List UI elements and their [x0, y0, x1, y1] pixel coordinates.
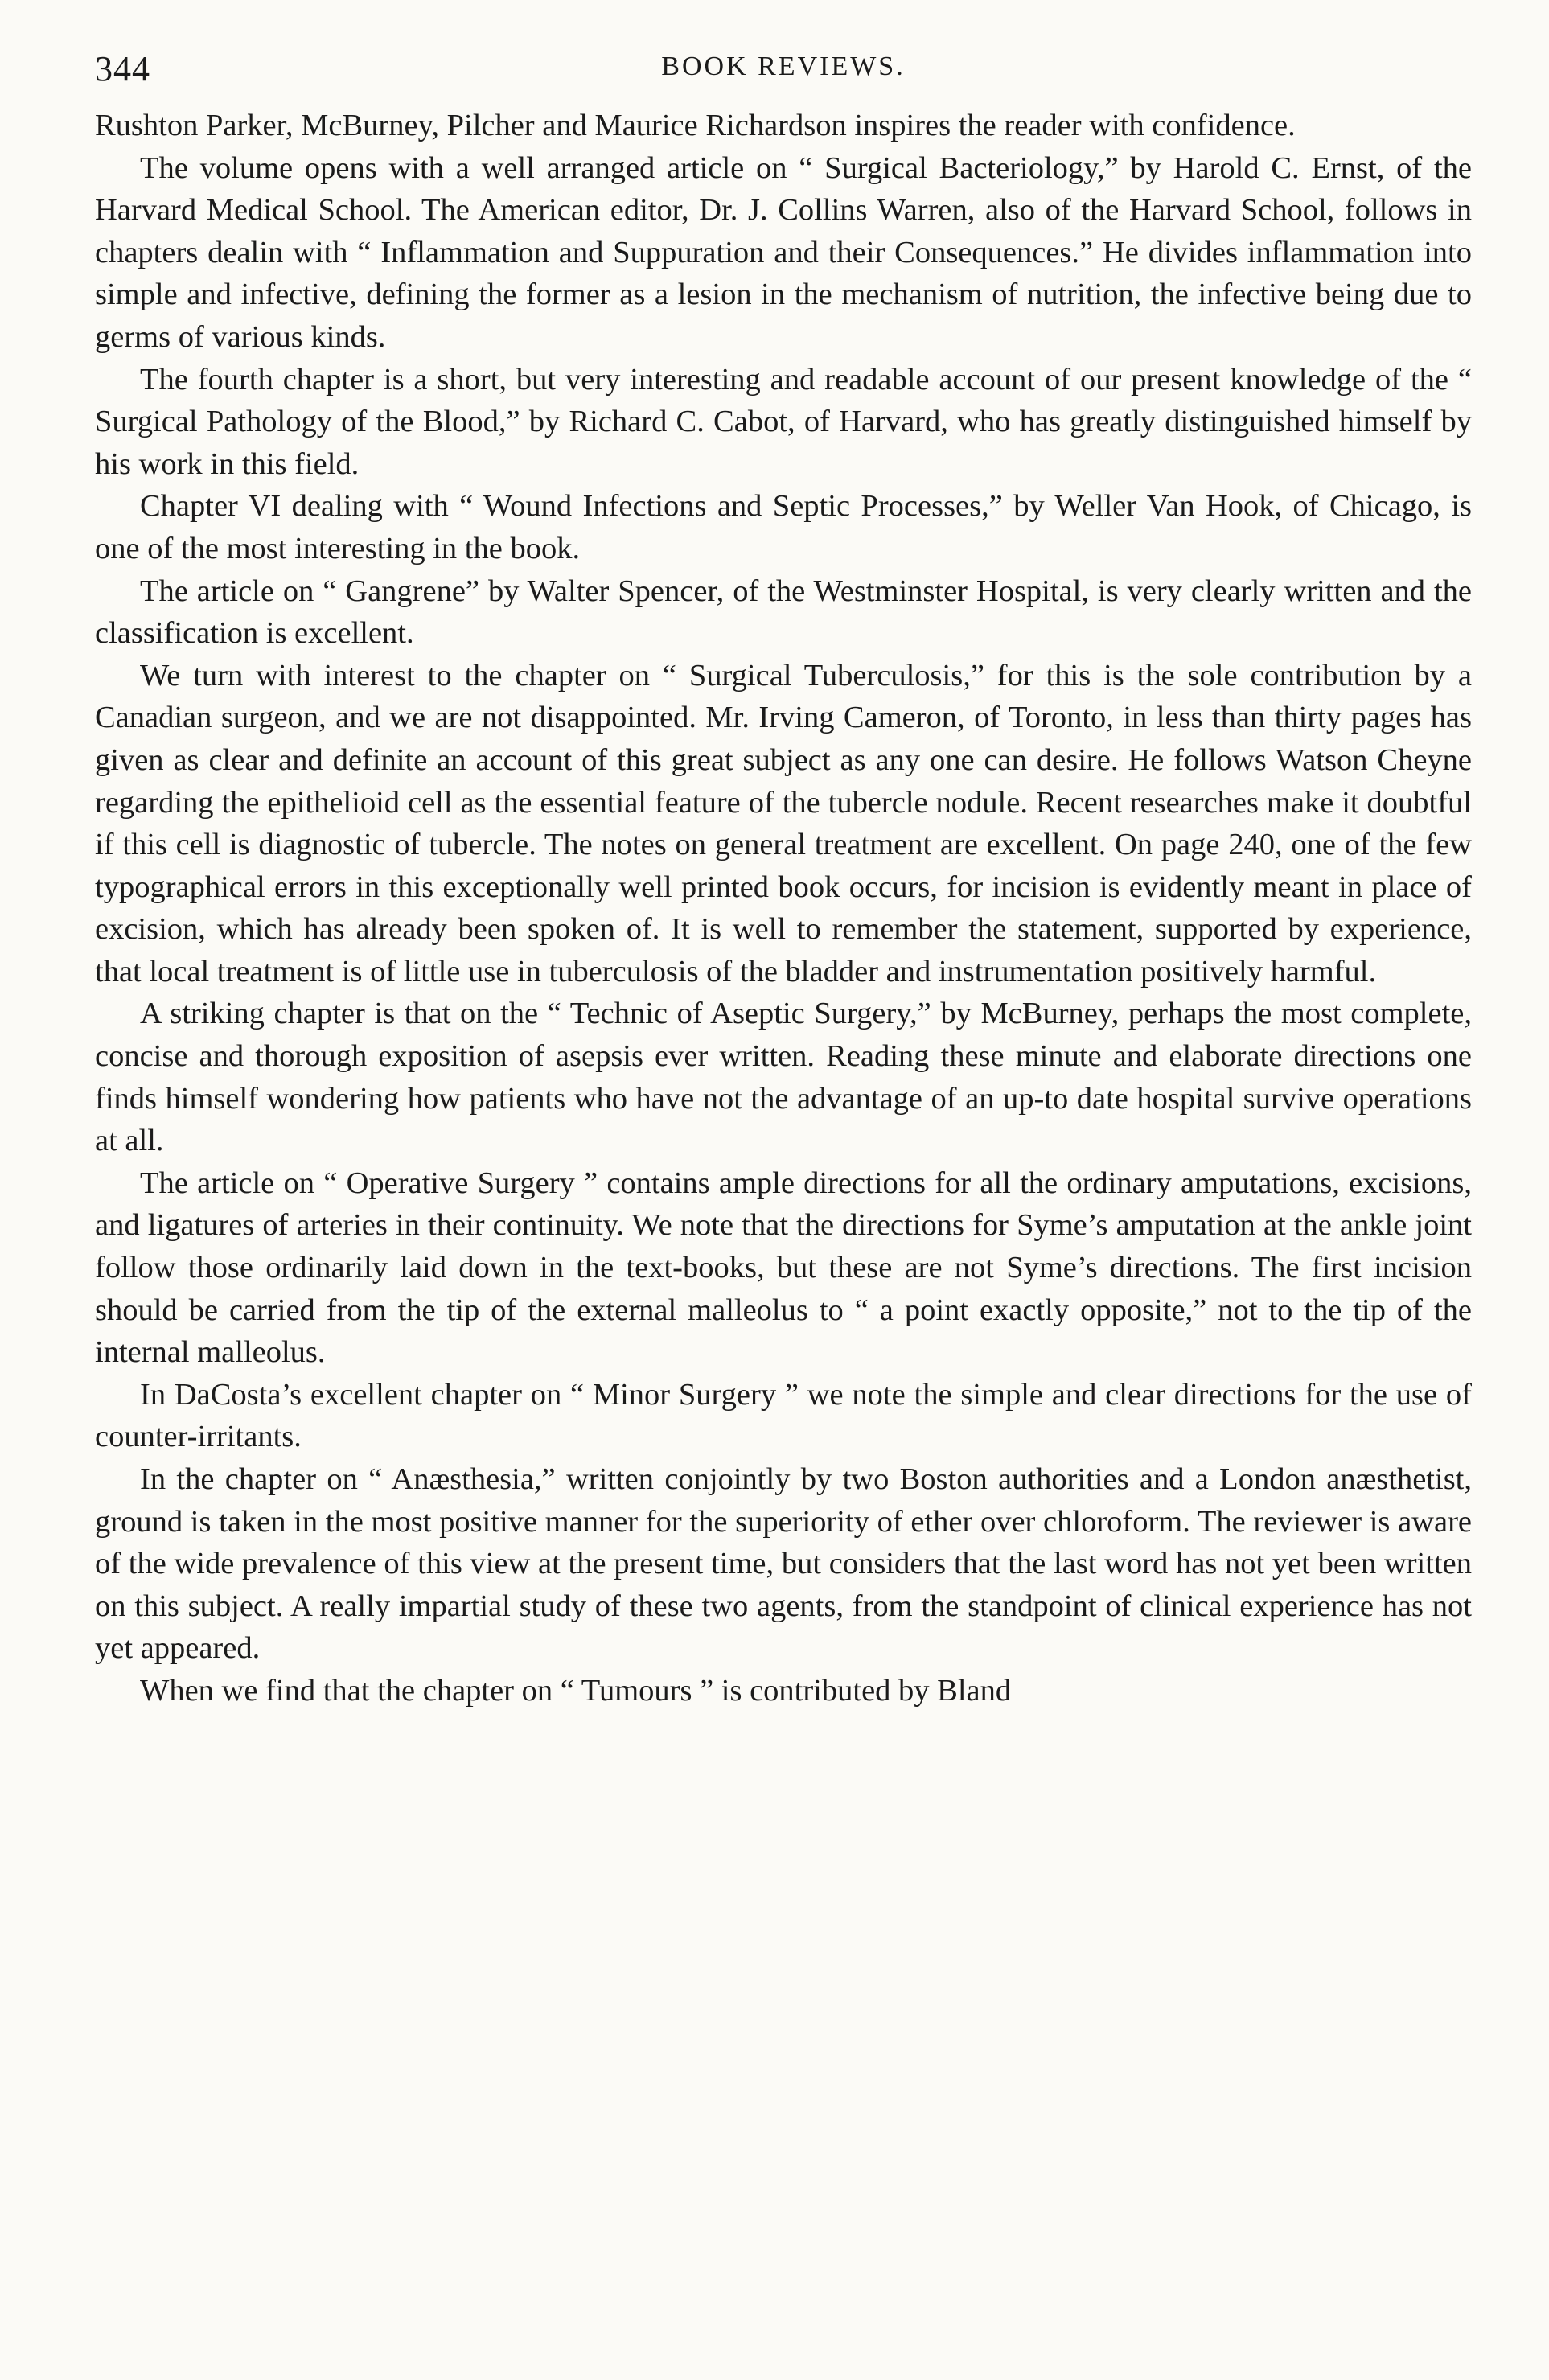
running-head: BOOK REVIEWS. [661, 51, 906, 81]
paragraph-minor-surgery: In DaCosta’s excellent chapter on “ Minor Surgery ” we note the simple and clear directions for the use of counter-irritants. [95, 1377, 1472, 1454]
paragraph-bacteriology: The volume opens with a well arranged article on “ Surgical Bacteriology,” by Harold C. Ernst, of the Harvard Medical School. The American editor, Dr. J. Collins Warren, also of the Harvard School, follows in chapters dealin with “ Inflammation and Suppuration and their Consequences.” He divides inflammation into simple and infective, defining the former as a lesion in the mechanism of nutrition, the infective being due to germs of various kinds. [95, 150, 1472, 354]
paragraph-tuberculosis: We turn with interest to the chapter on “ Surgical Tuberculosis,” for this is the sole contribution by a Canadian surgeon, and we are not disappointed. Mr. Irving Cameron, of Toronto, in less than thirty pages has given as clear and definite an account of this great subject as any one can desire. He follows Watson Cheyne regarding the epithelioid cell as the essential feature of the tubercle nodule. Recent researches make it doubtful if this cell is diagnostic of tubercle. The notes on general treatment are excellent. On page 240, one of the few typographical errors in this exceptionally well printed book occurs, for incision is evidently meant in place of excision, which has already been spoken of. It is well to remember the statement, supported by experience, that local treatment is of little use in tuberculosis of the bladder and instrumentation positively harmful. [95, 658, 1472, 989]
paragraph-gangrene: The article on “ Gangrene” by Walter Spencer, of the Westminster Hospital, is very clearly written and the classification is excellent. [95, 573, 1472, 651]
paragraph-continuation: Rushton Parker, McBurney, Pilcher and Maurice Richardson inspires the reader with confidence. [95, 109, 1296, 142]
paragraph-tumours: When we find that the chapter on “ Tumours ” is contributed by Bland [140, 1673, 1012, 1708]
paragraph-aseptic-surgery: A striking chapter is that on the “ Technic of Aseptic Surgery,” by McBurney, perhaps the most complete, concise and thorough exposition of asepsis ever written. Reading these minute and elaborate directions one finds himself wondering how patients who have not the advantage of an up-to date hospital survive operations at all. [95, 997, 1472, 1158]
paragraph-anaesthesia: In the chapter on “ Anæsthesia,” written conjointly by two Boston authorities and a London anæsthetist, ground is taken in the most positive manner for the superiority of ether over chloroform. The reviewer is aware of the wide prevalence of this view at the present time, but considers that the last word has not yet been written on this subject. A really impartial study of these two agents, from the standpoint of clinical experience has not yet appeared. [95, 1462, 1472, 1666]
book-page [95, 48, 1472, 1712]
paragraph-operative-surgery: The article on “ Operative Surgery ” contains ample directions for all the ordinary amputations, excisions, and ligatures of arteries in their continuity. We note that the directions for Syme’s amputation at the ankle joint follow those ordinarily laid down in the text-books, but these are not Syme’s directions. The first incision should be carried from the tip of the external malleolus to “ a point exactly opposite,” not to the tip of the internal malleolus. [95, 1165, 1472, 1370]
paragraph-pathology-of-blood: The fourth chapter is a short, but very interesting and readable account of our present knowledge of the “ Surgical Pathology of the Blood,” by Richard C. Cabot, of Harvard, who has greatly distinguished himself by his work in this field. [95, 362, 1472, 481]
page-header [95, 48, 1472, 105]
paragraph-wound-infections: Chapter VI dealing with “ Wound Infections and Septic Processes,” by Weller Van Hook, of Chicago, is one of the most interesting in the book. [95, 489, 1472, 565]
review-text [95, 105, 1472, 1712]
page-number: 344 [95, 49, 150, 88]
